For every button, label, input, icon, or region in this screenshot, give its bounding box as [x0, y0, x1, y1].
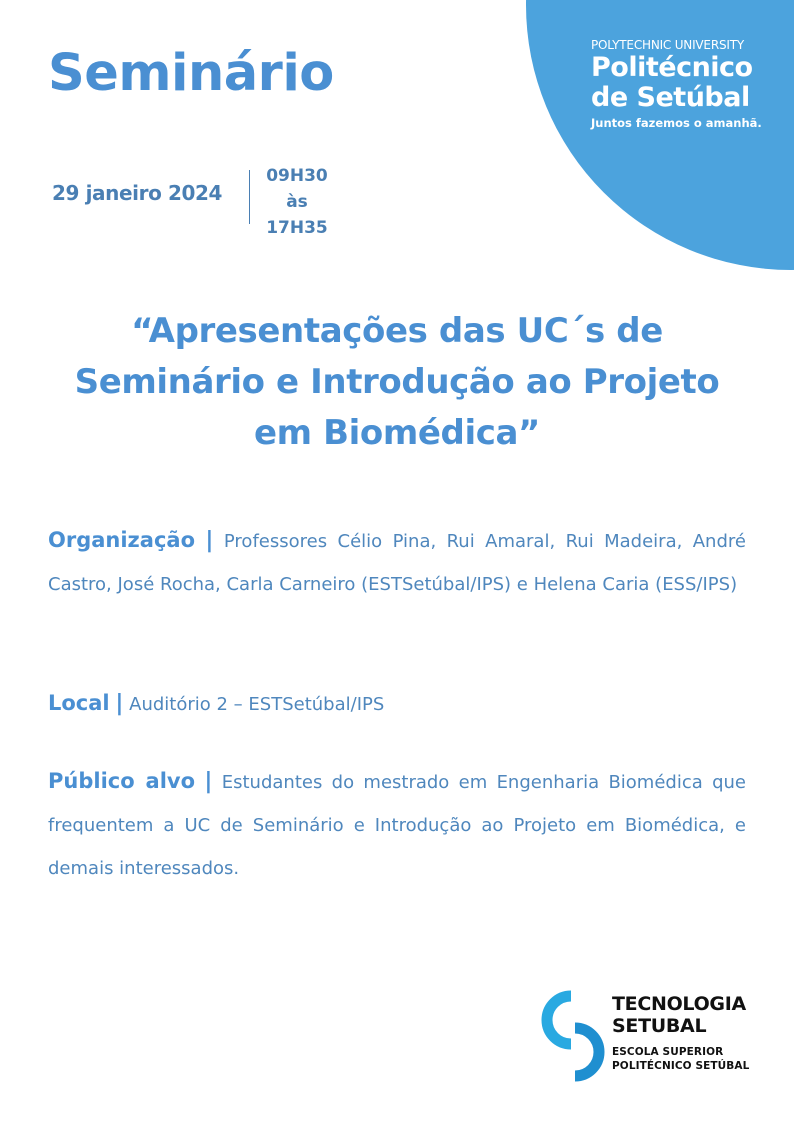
- seminar-topic: [40, 306, 754, 459]
- brand-tagline: Juntos fazemos o amanhã.: [591, 116, 762, 130]
- time-start: 09H30: [266, 166, 328, 186]
- organizacao-label: Organização: [48, 528, 195, 552]
- page-title: Seminário: [48, 44, 334, 103]
- brand-name-line1: Politécnico: [591, 52, 753, 83]
- local-section: [48, 682, 746, 726]
- topic-line1: “Apresentações das UC´s de: [131, 311, 663, 351]
- local-label: Local: [48, 691, 110, 715]
- event-date: 29 janeiro 2024: [52, 181, 223, 205]
- organizacao-text: Professores Célio Pina, Rui Amaral, Rui Madeira, André Castro, José Rocha, Carla Carneiro (ESTSetúbal/IPS) e Helena Caria (ESS/IPS): [48, 531, 746, 595]
- tecnologia-setubal-logo-icon: [541, 990, 605, 1082]
- publico-label: Público alvo: [48, 769, 196, 793]
- brand-logo: [591, 38, 762, 130]
- footer-logo-line3: ESCOLA SUPERIOR: [612, 1046, 724, 1058]
- topic-line2: Seminário e Introdução ao Projeto: [74, 362, 720, 402]
- topic-line3: em Biomédica”: [254, 413, 540, 453]
- publico-text: Estudantes do mestrado em Engenharia Biomédica que frequentem a UC de Seminário e Introdução ao Projeto em Biomédica, e demais interessados.: [48, 772, 746, 879]
- time-end: 17H35: [266, 218, 328, 238]
- organizacao-section: [48, 519, 746, 606]
- footer-logo-line1: TECNOLOGIA: [612, 993, 746, 1015]
- footer-logo-line2: SETUBAL: [612, 1015, 707, 1037]
- local-text: Auditório 2 – ESTSetúbal/IPS: [129, 694, 385, 715]
- footer-logo-line4: POLITÉCNICO SETÚBAL: [612, 1060, 750, 1072]
- date-time-divider: [249, 170, 250, 224]
- event-time: [255, 163, 339, 241]
- brand-subtitle: POLYTECHNIC UNIVERSITY: [591, 38, 744, 52]
- footer-logo-text: [612, 993, 749, 1073]
- time-separator: às: [286, 192, 308, 212]
- publico-section: [48, 760, 746, 890]
- brand-name-line2: de Setúbal: [591, 82, 750, 113]
- local-separator: |: [115, 691, 124, 716]
- publico-separator: |: [204, 769, 213, 794]
- organizacao-separator: |: [205, 528, 214, 553]
